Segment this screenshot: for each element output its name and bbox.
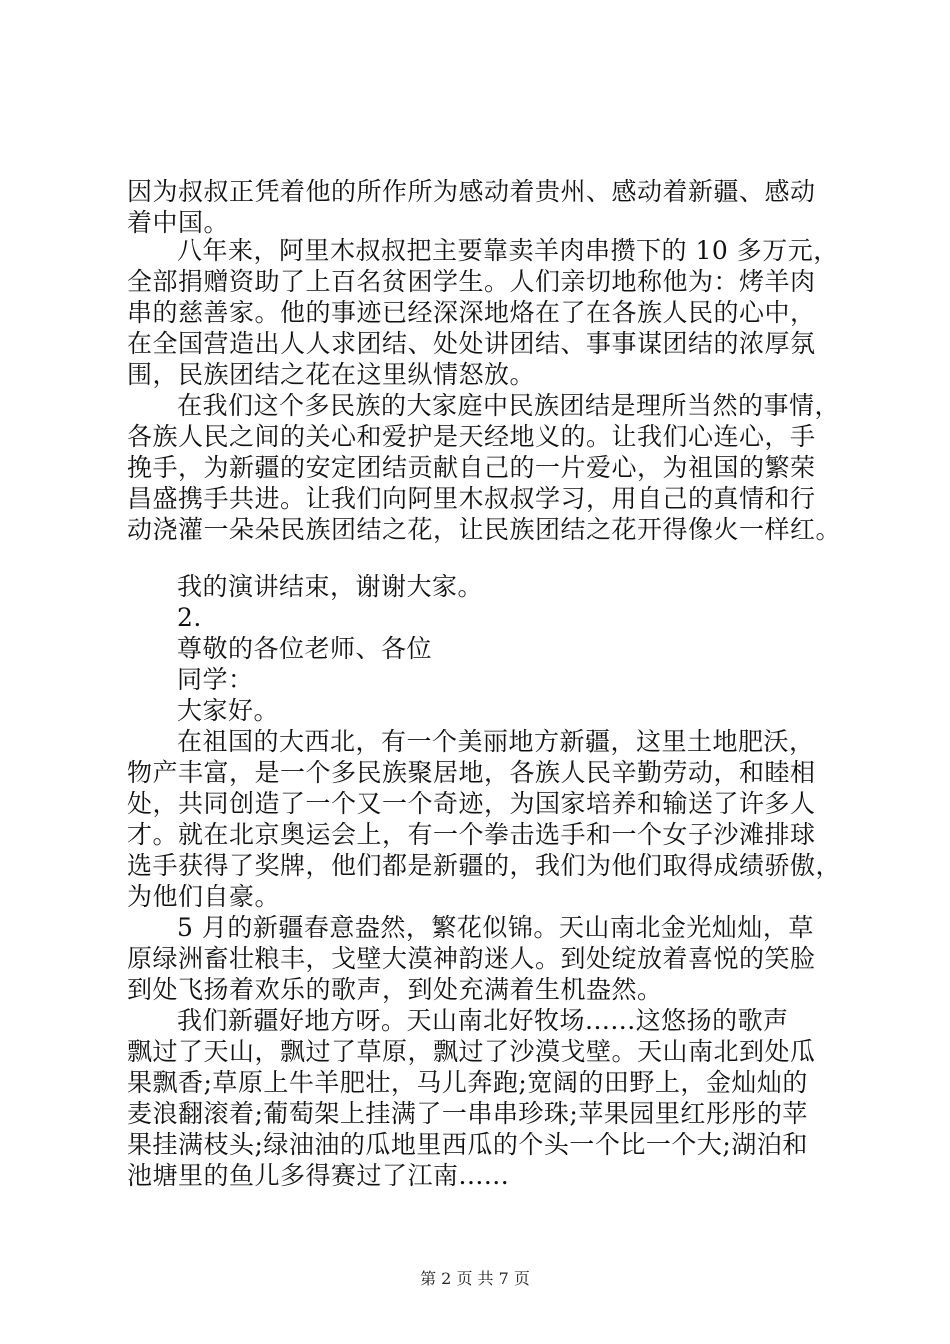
- text-line: 物产丰富，是一个多民族聚居地，各族人民辛勤劳动，和睦相: [127, 758, 816, 787]
- text-line: 因为叔叔正凭着他的所作所为感动着贵州、感动着新疆、感动: [127, 177, 816, 206]
- text-line: 为他们自豪。: [127, 882, 281, 911]
- text-line: 我的演讲结束，谢谢大家。: [177, 572, 484, 601]
- text-line: 5 月的新疆春意盎然，繁花似锦。天山南北金光灿灿，草: [177, 913, 814, 942]
- text-line: 果挂满枝头;绿油油的瓜地里西瓜的个头一个比一个大;湖泊和: [127, 1130, 808, 1159]
- text-line: 麦浪翻滚着;葡萄架上挂满了一串串珍珠;苹果园里红彤彤的苹: [127, 1099, 808, 1128]
- text-line: 我们新疆好地方呀。天山南北好牧场......这悠扬的歌声: [177, 1006, 789, 1035]
- text-line: 在祖国的大西北，有一个美丽地方新疆，这里土地肥沃，: [177, 727, 815, 756]
- text-line: 原绿洲畜壮粮丰，戈壁大漠神韵迷人。到处绽放着喜悦的笑脸: [127, 944, 816, 973]
- page-number-footer: 第 2 页 共 7 页: [420, 1269, 530, 1288]
- text-line: 动浇灌一朵朵民族团结之花，让民族团结之花开得像火一样红。: [127, 515, 842, 544]
- text-line: 到处飞扬着欢乐的歌声，到处充满着生机盎然。: [127, 975, 663, 1004]
- text-line: 尊敬的各位老师、各位: [177, 634, 433, 663]
- text-line: 围，民族团结之花在这里纵情怒放。: [127, 360, 536, 389]
- text-line: 昌盛携手共进。让我们向阿里木叔叔学习，用自己的真情和行: [127, 484, 816, 513]
- text-line: 串的慈善家。他的事迹已经深深地烙在了在各族人民的心中，: [127, 298, 816, 327]
- text-line: 全部捐赠资助了上百名贫困学生。人们亲切地称他为：烤羊肉: [127, 267, 816, 296]
- text-line: 果飘香;草原上牛羊肥壮，马儿奔跑;宽阔的田野上，金灿灿的: [127, 1068, 808, 1097]
- text-line: 大家好。: [177, 696, 280, 725]
- text-line: 飘过了天山，飘过了草原，飘过了沙漠戈壁。天山南北到处瓜: [127, 1037, 816, 1066]
- text-line: 着中国。: [127, 208, 230, 237]
- text-line: 在全国营造出人人求团结、处处讲团结、事事谋团结的浓厚氛: [127, 329, 816, 358]
- text-line: 才。就在北京奥运会上，有一个拳击选手和一个女子沙滩排球: [127, 820, 816, 849]
- text-line: 各族人民之间的关心和爱护是天经地义的。让我们心连心，手: [127, 422, 816, 451]
- text-line: 处，共同创造了一个又一个奇迹，为国家培养和输送了许多人: [127, 789, 816, 818]
- text-line: 在我们这个多民族的大家庭中民族团结是理所当然的事情，: [177, 391, 841, 420]
- text-line: 池塘里的鱼儿多得赛过了江南......: [127, 1161, 510, 1190]
- text-line: 同学：: [177, 665, 254, 694]
- section-number: 2.: [177, 603, 202, 632]
- text-line: 选手获得了奖牌，他们都是新疆的，我们为他们取得成绩骄傲，: [127, 851, 842, 880]
- text-line: 八年来，阿里木叔叔把主要靠卖羊肉串攒下的 10 多万元，: [177, 236, 839, 265]
- text-line: 挽手，为新疆的安定团结贡献自己的一片爱心，为祖国的繁荣: [127, 453, 816, 482]
